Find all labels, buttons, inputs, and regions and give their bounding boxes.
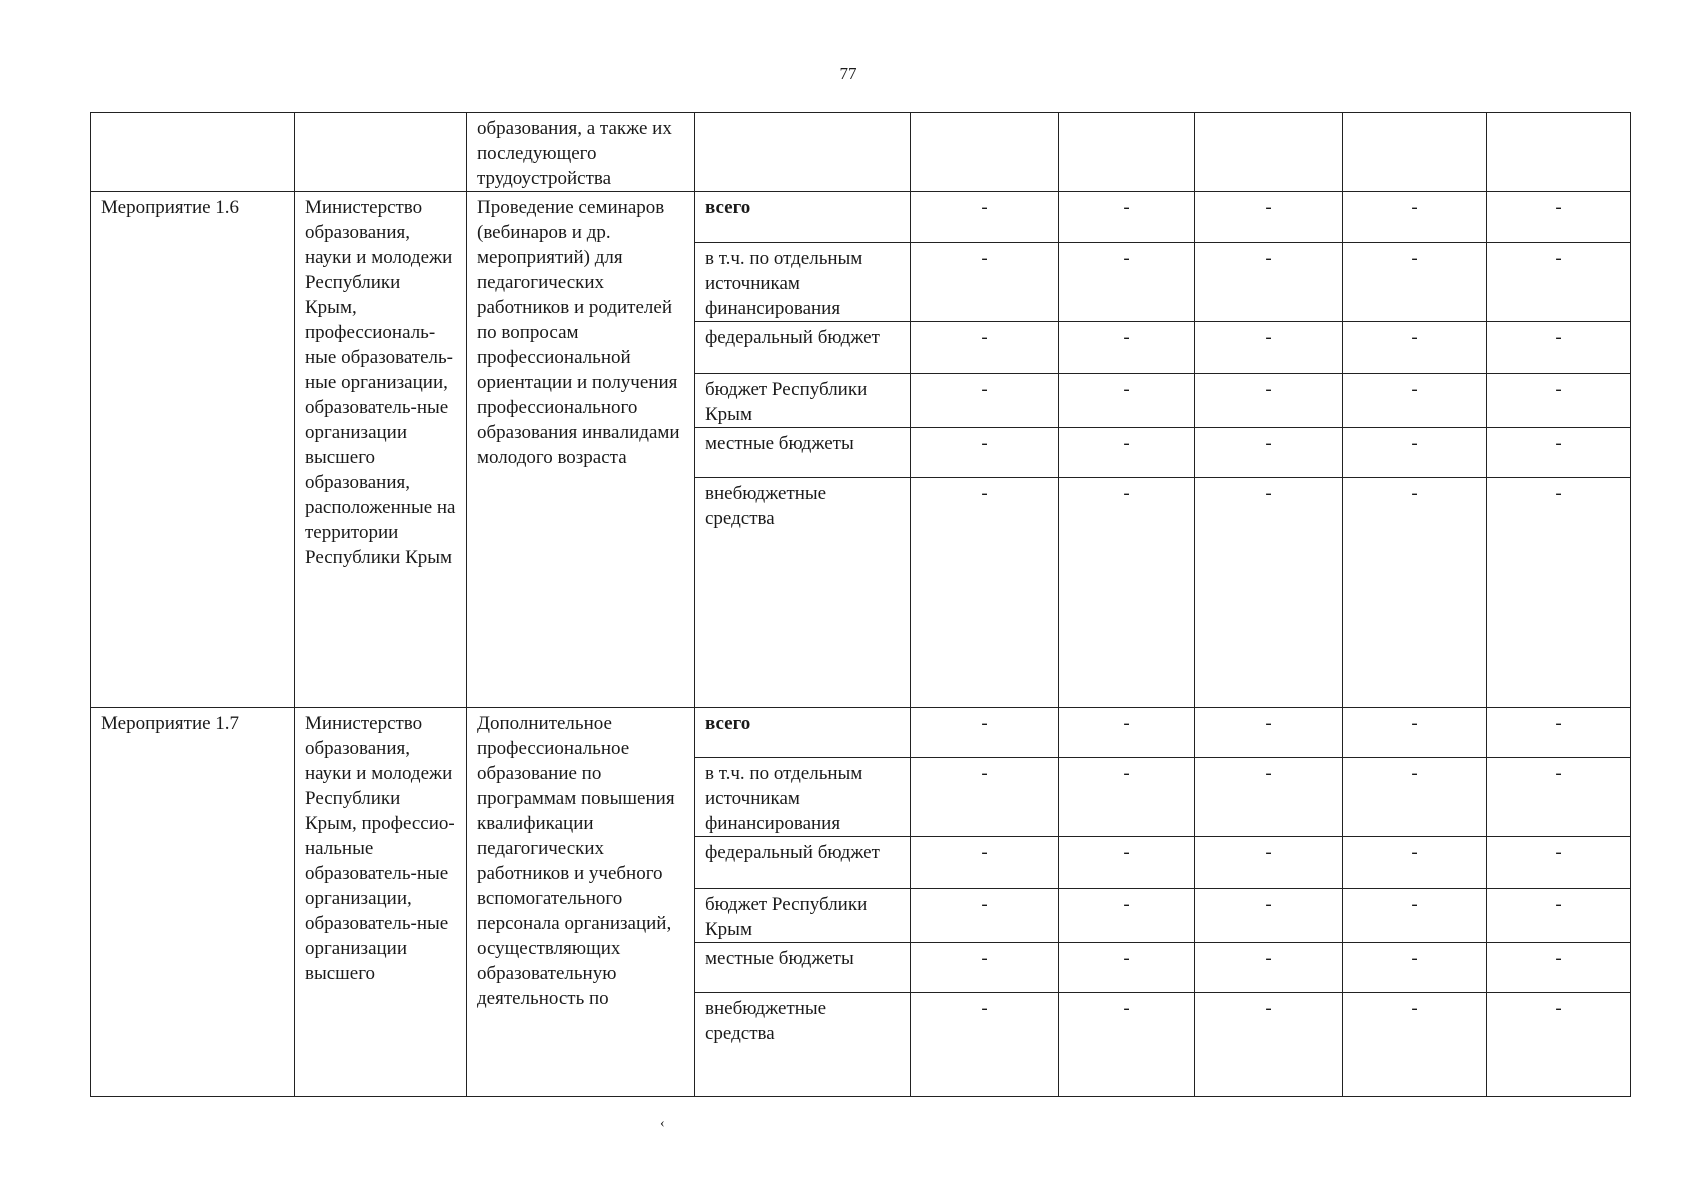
value-cell: - bbox=[911, 428, 1059, 478]
measure-executors: Министерство образования, науки и молодежи Республики Крым, профессиональ-ные образователь-ные организации, образователь-ные организации высшего образования, расположенные на территории Республики Крым bbox=[295, 192, 467, 708]
value-cell bbox=[1059, 113, 1195, 192]
value-cell: - bbox=[1343, 478, 1487, 708]
measure-description: Дополнительное профессиональное образование по программам повышения квалификации педагогических работников и учебного вспомогательного персонала организаций, осуществляющих образовательную деятельность по bbox=[467, 708, 695, 1097]
value-cell: - bbox=[1195, 374, 1343, 428]
value-cell: - bbox=[911, 889, 1059, 943]
page-number: 77 bbox=[839, 64, 857, 83]
value-cell: - bbox=[1343, 428, 1487, 478]
value-cell: - bbox=[911, 708, 1059, 758]
source-cell bbox=[695, 113, 911, 192]
measure-description: Проведение семинаров (вебинаров и др. мероприятий) для педагогических работников и родителей по вопросам профессиональной ориентации и получения профессионального образования инвалидами молодого возраста bbox=[467, 192, 695, 708]
value-cell: - bbox=[911, 478, 1059, 708]
measure-name: Мероприятие 1.6 bbox=[91, 192, 295, 708]
value-cell bbox=[1487, 113, 1631, 192]
budget-table bbox=[90, 112, 1631, 1097]
value-cell: - bbox=[1059, 758, 1195, 837]
value-cell: - bbox=[1343, 322, 1487, 374]
value-cell: - bbox=[1059, 243, 1195, 322]
value-cell: - bbox=[1487, 837, 1631, 889]
value-cell: - bbox=[1059, 478, 1195, 708]
funding-source: федеральный бюджет bbox=[695, 837, 911, 889]
value-cell: - bbox=[1487, 993, 1631, 1097]
value-cell: - bbox=[1487, 708, 1631, 758]
funding-source: бюджет Республики Крым bbox=[695, 889, 911, 943]
value-cell: - bbox=[1195, 758, 1343, 837]
table-row bbox=[91, 708, 1631, 758]
value-cell: - bbox=[1487, 889, 1631, 943]
value-cell: - bbox=[1487, 478, 1631, 708]
funding-source-total: всего bbox=[695, 708, 911, 758]
value-cell: - bbox=[1059, 889, 1195, 943]
value-cell: - bbox=[1059, 322, 1195, 374]
value-cell: - bbox=[911, 993, 1059, 1097]
value-cell: - bbox=[911, 243, 1059, 322]
funding-source: местные бюджеты bbox=[695, 943, 911, 993]
measure-executors: Министерство образования, науки и молодежи Республики Крым, профессио-нальные образователь-ные организации, образователь-ные организации высшего bbox=[295, 708, 467, 1097]
value-cell: - bbox=[911, 837, 1059, 889]
value-cell: - bbox=[1195, 192, 1343, 243]
value-cell: - bbox=[1343, 708, 1487, 758]
value-cell: - bbox=[1343, 192, 1487, 243]
value-cell bbox=[911, 113, 1059, 192]
value-cell: - bbox=[1195, 889, 1343, 943]
table-row bbox=[91, 113, 1631, 192]
funding-source: внебюджетные средства bbox=[695, 993, 911, 1097]
value-cell: - bbox=[1195, 478, 1343, 708]
funding-source-total: всего bbox=[695, 192, 911, 243]
funding-source: в т.ч. по отдельным источникам финансирования bbox=[695, 758, 911, 837]
value-cell: - bbox=[1195, 428, 1343, 478]
value-cell: - bbox=[1487, 943, 1631, 993]
value-cell: - bbox=[911, 758, 1059, 837]
value-cell: - bbox=[1059, 708, 1195, 758]
value-cell: - bbox=[1487, 243, 1631, 322]
value-cell: - bbox=[1343, 889, 1487, 943]
measure-name: Мероприятие 1.7 bbox=[91, 708, 295, 1097]
value-cell: - bbox=[1059, 837, 1195, 889]
value-cell: - bbox=[1343, 837, 1487, 889]
scan-mark: ‹ bbox=[660, 1116, 665, 1131]
value-cell: - bbox=[1343, 243, 1487, 322]
value-cell: - bbox=[1343, 943, 1487, 993]
value-cell: - bbox=[1195, 322, 1343, 374]
value-cell: - bbox=[1487, 374, 1631, 428]
value-cell: - bbox=[1059, 192, 1195, 243]
value-cell: - bbox=[1059, 993, 1195, 1097]
funding-source: бюджет Республики Крым bbox=[695, 374, 911, 428]
value-cell: - bbox=[1195, 993, 1343, 1097]
value-cell: - bbox=[1487, 322, 1631, 374]
funding-source: федеральный бюджет bbox=[695, 322, 911, 374]
value-cell: - bbox=[1343, 993, 1487, 1097]
value-cell: - bbox=[1195, 243, 1343, 322]
value-cell bbox=[1195, 113, 1343, 192]
value-cell: - bbox=[1343, 374, 1487, 428]
value-cell: - bbox=[1059, 943, 1195, 993]
value-cell: - bbox=[1195, 943, 1343, 993]
value-cell: - bbox=[1195, 837, 1343, 889]
value-cell: - bbox=[1059, 428, 1195, 478]
value-cell: - bbox=[1059, 374, 1195, 428]
measure-cell bbox=[91, 113, 295, 192]
value-cell: - bbox=[1487, 192, 1631, 243]
value-cell: - bbox=[911, 322, 1059, 374]
executor-cell bbox=[295, 113, 467, 192]
value-cell: - bbox=[1343, 758, 1487, 837]
value-cell: - bbox=[1487, 428, 1631, 478]
funding-source: местные бюджеты bbox=[695, 428, 911, 478]
value-cell: - bbox=[1195, 708, 1343, 758]
funding-source: внебюджетные средства bbox=[695, 478, 911, 708]
value-cell: - bbox=[1487, 758, 1631, 837]
table-row bbox=[91, 192, 1631, 243]
value-cell bbox=[1343, 113, 1487, 192]
description-cell: образования, а также их последующего трудоустройства bbox=[467, 113, 695, 192]
value-cell: - bbox=[911, 943, 1059, 993]
value-cell: - bbox=[911, 192, 1059, 243]
value-cell: - bbox=[911, 374, 1059, 428]
funding-source: в т.ч. по отдельным источникам финансирования bbox=[695, 243, 911, 322]
